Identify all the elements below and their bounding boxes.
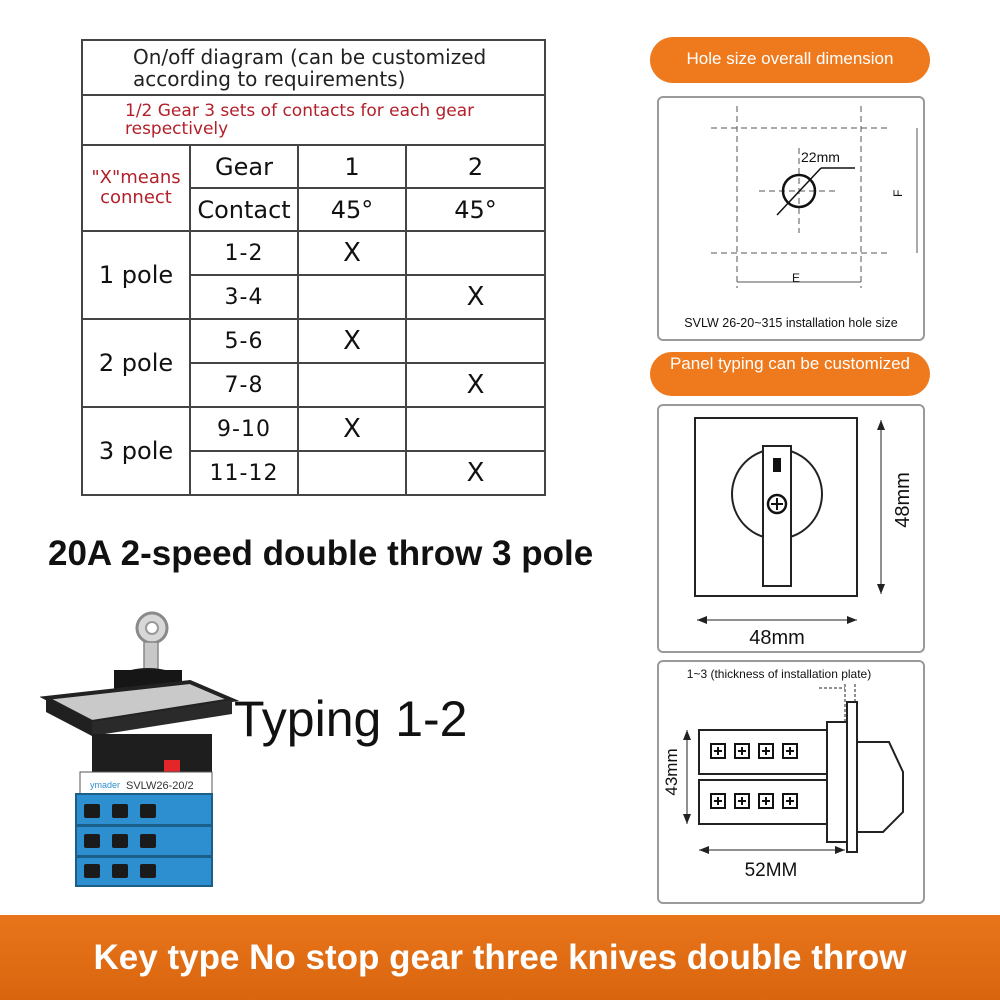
table-subtitle: 1/2 Gear 3 sets of contacts for each gear respectively — [82, 95, 545, 145]
table-title: On/off diagram (can be customized according to requirements) — [82, 40, 545, 95]
gear-2-mark — [406, 407, 545, 451]
gear-2-mark — [406, 319, 545, 363]
contact-cell: 9-10 — [190, 407, 298, 451]
side-height-label: 43mm — [662, 748, 681, 796]
side-view-drawing — [659, 662, 923, 902]
gear-1-angle: 45° — [298, 188, 406, 231]
gear-2-angle: 45° — [406, 188, 545, 231]
connect-note: "X"means connect — [82, 145, 190, 231]
gear-2-mark: X — [406, 451, 545, 495]
contact-cell: 7-8 — [190, 363, 298, 407]
hole-diameter-label: 22mm — [801, 149, 840, 165]
dimension-e-label: E — [792, 271, 801, 285]
hole-size-caption: SVLW 26-20~315 installation hole size — [684, 316, 898, 330]
on-off-diagram-table — [81, 39, 546, 496]
gear-2-header: 2 — [406, 145, 545, 188]
footer-banner: Key type No stop gear three knives double throw — [0, 915, 1000, 1000]
contact-cell: 1-2 — [190, 231, 298, 275]
gear-2-mark: X — [406, 275, 545, 319]
panel-typing-pill: Panel typing can be customized — [650, 352, 930, 396]
gear-1-mark: X — [298, 319, 406, 363]
hole-size-panel — [657, 96, 925, 341]
gear-2-mark: X — [406, 363, 545, 407]
key-icon — [137, 613, 167, 674]
pole-1-label: 1 pole — [82, 231, 190, 319]
dimension-f-label: F — [891, 189, 905, 197]
product-title: 20A 2-speed double throw 3 pole — [48, 534, 594, 573]
hole-size-drawing — [659, 98, 923, 339]
panel-face-drawing — [659, 406, 923, 651]
gear-1-mark — [298, 275, 406, 319]
typing-label: Typing 1-2 — [234, 691, 468, 747]
gear-1-header: 1 — [298, 145, 406, 188]
table-row — [82, 231, 545, 275]
gear-1-mark: X — [298, 231, 406, 275]
pole-2-label: 2 pole — [82, 319, 190, 407]
gear-1-mark — [298, 451, 406, 495]
contact-label: Contact — [190, 188, 298, 231]
panel-width-label: 48mm — [749, 627, 805, 649]
panel-height-label: 48mm — [892, 472, 914, 528]
gear-1-mark: X — [298, 407, 406, 451]
contact-cell: 3-4 — [190, 275, 298, 319]
side-view-panel — [657, 660, 925, 904]
table-row — [82, 407, 545, 451]
plate-thickness-note: 1~3 (thickness of installation plate) — [686, 667, 872, 681]
contact-cell: 11-12 — [190, 451, 298, 495]
panel-typing-panel — [657, 404, 925, 653]
pole-3-label: 3 pole — [82, 407, 190, 495]
hole-size-pill: Hole size overall dimension — [650, 37, 930, 83]
gear-2-mark — [406, 231, 545, 275]
model-label: SVLW26-20/2 — [126, 780, 194, 792]
brand-label: ymader — [90, 780, 121, 790]
side-length-label: 52MM — [744, 860, 798, 881]
table-row — [82, 319, 545, 363]
handle-side — [857, 742, 903, 832]
gear-1-mark — [298, 363, 406, 407]
gear-label: Gear — [190, 145, 298, 188]
position-marker-icon — [773, 458, 781, 472]
rotary-switch-illustration — [40, 600, 240, 900]
contact-cell: 5-6 — [190, 319, 298, 363]
